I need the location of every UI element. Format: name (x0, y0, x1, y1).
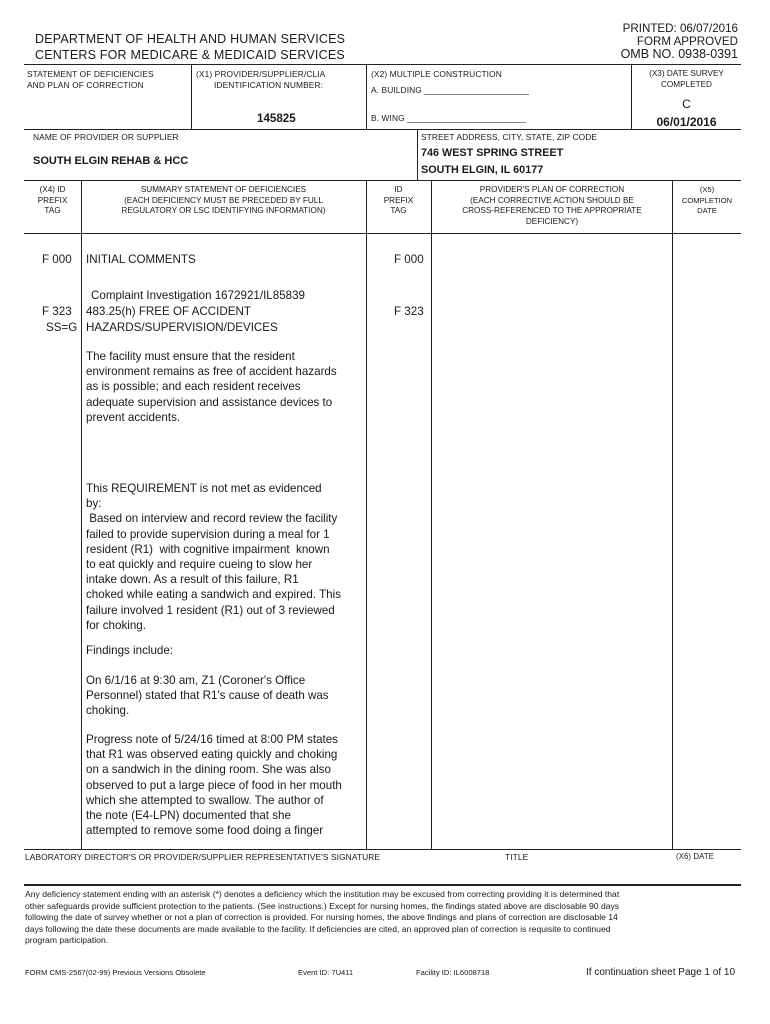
divider (24, 849, 741, 850)
divider (24, 64, 741, 65)
disclaimer-line: Any deficiency statement ending with an asterisk (*) denotes a deficiency which the institution may be excused from correcting providing it is determined that (25, 889, 620, 899)
text-line: Based on interview and record review the facility (86, 512, 338, 526)
text-line: for choking. (86, 618, 146, 632)
text-line: as is possible; and each resident receives (86, 380, 301, 394)
tag-f323-right: F 323 (394, 305, 424, 318)
text-line: to eat quickly and require cueing to slow her (86, 558, 313, 572)
omb-number: OMB NO. 0938-0391 (620, 47, 738, 62)
signature-label: LABORATORY DIRECTOR'S OR PROVIDER/SUPPLIER REPRESENTATIVE'S SIGNATURE (25, 852, 381, 862)
tag-f000-right: F 000 (394, 253, 424, 266)
provider-name: SOUTH ELGIN REHAB & HCC (33, 155, 189, 167)
address-label: STREET ADDRESS, CITY, STATE, ZIP CODE (421, 132, 598, 142)
text-line: by: (86, 497, 102, 511)
text-line: choking. (86, 704, 130, 718)
survey-completed-date: 06/01/2016 (656, 115, 717, 129)
disclaimer-text (25, 889, 741, 947)
continuation-page: If continuation sheet Page 1 of 10 (586, 967, 735, 978)
initial-comments-heading: INITIAL COMMENTS (86, 253, 196, 266)
divider (24, 180, 741, 181)
x2-label: (X2) MULTIPLE CONSTRUCTION (371, 69, 502, 79)
text-line: choked while eating a sandwich and expired. This (86, 588, 342, 602)
divider (24, 129, 741, 130)
x4-column-header (24, 185, 81, 217)
text-line: The facility must ensure that the resident (86, 350, 295, 363)
plan-header-1: PROVIDER'S PLAN OF CORRECTION (479, 185, 625, 194)
statement-label-1: STATEMENT OF DEFICIENCIES (27, 69, 154, 79)
x1-label (196, 69, 325, 90)
requirement-paragraph (86, 349, 337, 425)
text-line: observed to put a large piece of food in her mouth (86, 778, 342, 792)
id-tag: TAG (390, 206, 407, 216)
text-line: the note (E4-LPN) documented that she (86, 809, 291, 823)
statement-label (27, 69, 154, 90)
x1-label-1: (X1) PROVIDER/SUPPLIER/CLIA (196, 69, 326, 79)
disclaimer-line: following the date of survey whether or not a plan of correction is provided. For nursing homes, the above findings and plans of correction are disclosable 14 (25, 912, 618, 923)
disclaimer-line: days following the date these documents are made available to the facility. If deficiencies are cited, an approved plan of correction is requisite to continued (25, 923, 611, 934)
address-line1: 746 WEST SPRING STREET (421, 147, 564, 159)
text-line: adequate supervision and assistance devices to (86, 395, 333, 409)
disclaimer-line: other safeguards provide sufficient protection to the patients. (See instructions.) Except for nursing homes, the findings stated above are disclosable 90 days (25, 900, 620, 911)
agency-name-line1: DEPARTMENT OF HEALTH AND HUMAN SERVICES (35, 32, 346, 46)
text-line: On 6/1/16 at 9:30 am, Z1 (Coroner's Office (86, 674, 306, 687)
complaint-line: Complaint Investigation 1672921/IL85839 (91, 289, 305, 302)
x5-date: DATE (697, 206, 717, 216)
tag-f323: F 323 (42, 305, 72, 318)
text-line: prevent accidents. (86, 410, 181, 424)
form-approved-label: FORM APPROVED (636, 35, 738, 49)
text-line: environment remains as free of accident hazards (86, 365, 337, 379)
form-id: FORM CMS-2567(02-99) Previous Versions Obsolete (25, 968, 206, 977)
divider (24, 884, 741, 886)
x1-label-2: IDENTIFICATION NUMBER: (214, 79, 324, 90)
id-column-header (366, 185, 431, 217)
text-line: which she attempted to swallow. The author of (86, 793, 324, 807)
text-line: resident (R1) with cognitive impairment known (86, 542, 330, 556)
printed-date: PRINTED: 06/07/2016 (622, 22, 738, 35)
x5-label: (X5) (699, 185, 715, 194)
summary-header-3: REGULATORY OR LSC IDENTIFYING INFORMATION) (121, 206, 326, 216)
statement-label-2: AND PLAN OF CORRECTION (27, 79, 144, 90)
plan-header-4: DEFICIENCY) (525, 216, 579, 226)
facility-id: Facility ID: IL6008718 (416, 968, 490, 977)
text-line: failure involved 1 resident (R1) out of 3 reviewed (86, 603, 335, 617)
text-line: failed to provide supervision during a meal for 1 (86, 527, 330, 541)
divider (191, 64, 192, 129)
summary-header-2: (EACH DEFICIENCY MUST BE PRECEDED BY FULL (124, 195, 323, 205)
wing-field: B. WING _________________________ (371, 113, 527, 123)
x5-completion: COMPLETION (681, 195, 733, 205)
text-line: Progress note of 5/24/16 timed at 8:00 PM states (86, 733, 338, 746)
id-label: ID (394, 185, 403, 194)
tag-f000: F 000 (42, 253, 72, 266)
text-line: intake down. As a result of this failure, R1 (86, 573, 299, 587)
disclaimer-line: program participation. (25, 935, 109, 946)
provider-id-number: 145825 (257, 112, 296, 125)
text-line: This REQUIREMENT is not met as evidenced (86, 482, 322, 495)
divider (672, 180, 673, 849)
divider (81, 180, 82, 849)
divider (366, 64, 367, 129)
title-label: TITLE (505, 852, 529, 862)
event-id: Event ID: 7U411 (298, 968, 354, 977)
x4-label: (X4) ID (39, 185, 66, 194)
x3-label-1: (X3) DATE SURVEY (649, 69, 724, 78)
provider-name-label: NAME OF PROVIDER OR SUPPLIER (33, 132, 179, 142)
building-field: A. BUILDING ______________________ (371, 85, 529, 95)
signature-date-label: (X6) DATE (676, 852, 715, 861)
f323-title-2: HAZARDS/SUPERVISION/DEVICES (86, 321, 278, 334)
plan-column-header (432, 185, 672, 227)
text-line: attempted to remove some food doing a finger (86, 824, 324, 838)
divider (417, 129, 418, 180)
x3-code: C (682, 97, 691, 111)
divider (24, 233, 741, 234)
id-prefix: PREFIX (383, 195, 414, 205)
text-line: Personnel) stated that R1's cause of death was (86, 689, 329, 703)
x3-label-2: COMPLETED (661, 79, 712, 89)
summary-header-1: SUMMARY STATEMENT OF DEFICIENCIES (140, 185, 307, 194)
scope-severity: SS=G (46, 321, 78, 334)
x4-prefix: PREFIX (37, 195, 68, 205)
header-right-block (621, 22, 738, 62)
agency-name-line2: CENTERS FOR MEDICARE & MEDICAID SERVICES (35, 48, 345, 62)
x5-column-header (673, 185, 741, 217)
plan-header-3: CROSS-REFERENCED TO THE APPROPRIATE (462, 206, 642, 216)
text-line: on a sandwich in the dining room. She was also (86, 763, 331, 777)
summary-column-header (82, 185, 365, 217)
x4-tag: TAG (44, 206, 61, 216)
x3-label (632, 69, 741, 90)
address-line2: SOUTH ELGIN, IL 60177 (421, 164, 544, 176)
plan-header-2: (EACH CORRECTIVE ACTION SHOULD BE (470, 195, 634, 205)
progress-note-paragraph (86, 732, 342, 838)
coroner-paragraph (86, 673, 329, 719)
not-met-paragraph (86, 481, 341, 633)
findings-heading: Findings include: (86, 644, 174, 657)
divider (431, 180, 432, 849)
divider (366, 180, 367, 849)
text-line: that R1 was observed eating quickly and choking (86, 748, 338, 762)
f323-title-1: 483.25(h) FREE OF ACCIDENT (86, 305, 251, 318)
